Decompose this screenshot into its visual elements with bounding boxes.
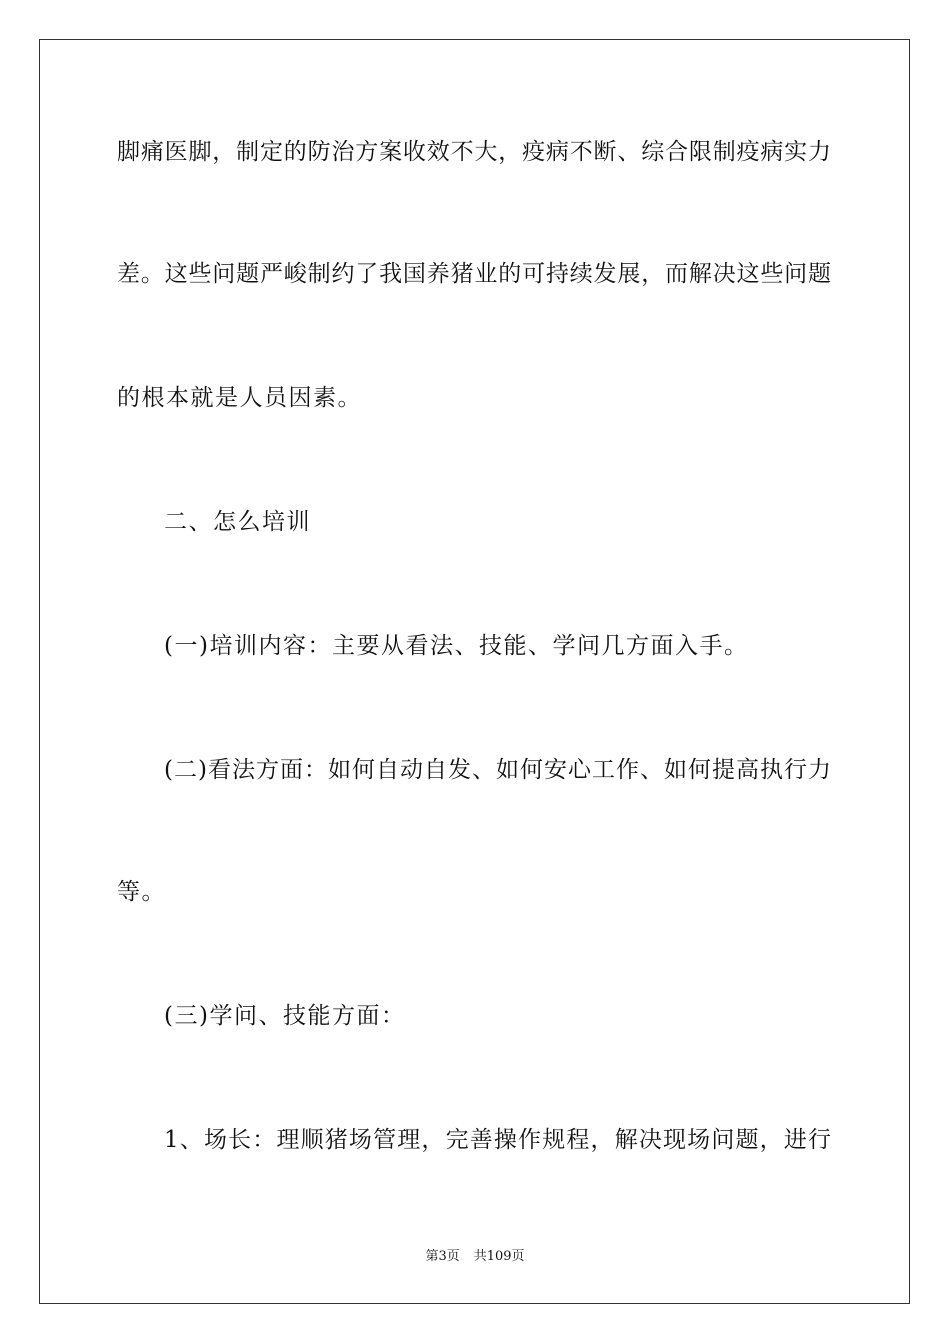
section-heading: 二、怎么培训 (164, 509, 311, 535)
total-pages: 共109页 (473, 1249, 525, 1264)
paragraph-line: 等。 (117, 879, 166, 905)
page-number: 第3页 (425, 1249, 460, 1264)
paragraph-line: 脚痛医脚，制定的防治方案收效不大，疫病不断、综合限制疫病实力 (117, 139, 831, 165)
paragraph-line: 的根本就是人员因素。 (117, 385, 362, 411)
page-border (39, 39, 910, 1304)
paragraph-line: 差。这些问题严峻制约了我国养猪业的可持续发展，而解决这些问题 (117, 261, 831, 287)
paragraph-line: 1、场长：理顺猪场管理，完善操作规程，解决现场问题，进行 (164, 1127, 831, 1153)
page-footer (0, 1248, 950, 1266)
paragraph-line: (二)看法方面：如何自动自发、如何安心工作、如何提高执行力 (164, 757, 831, 783)
paragraph-line: (三)学问、技能方面： (164, 1003, 406, 1029)
paragraph-line: (一)培训内容：主要从看法、技能、学问几方面入手。 (164, 633, 749, 659)
